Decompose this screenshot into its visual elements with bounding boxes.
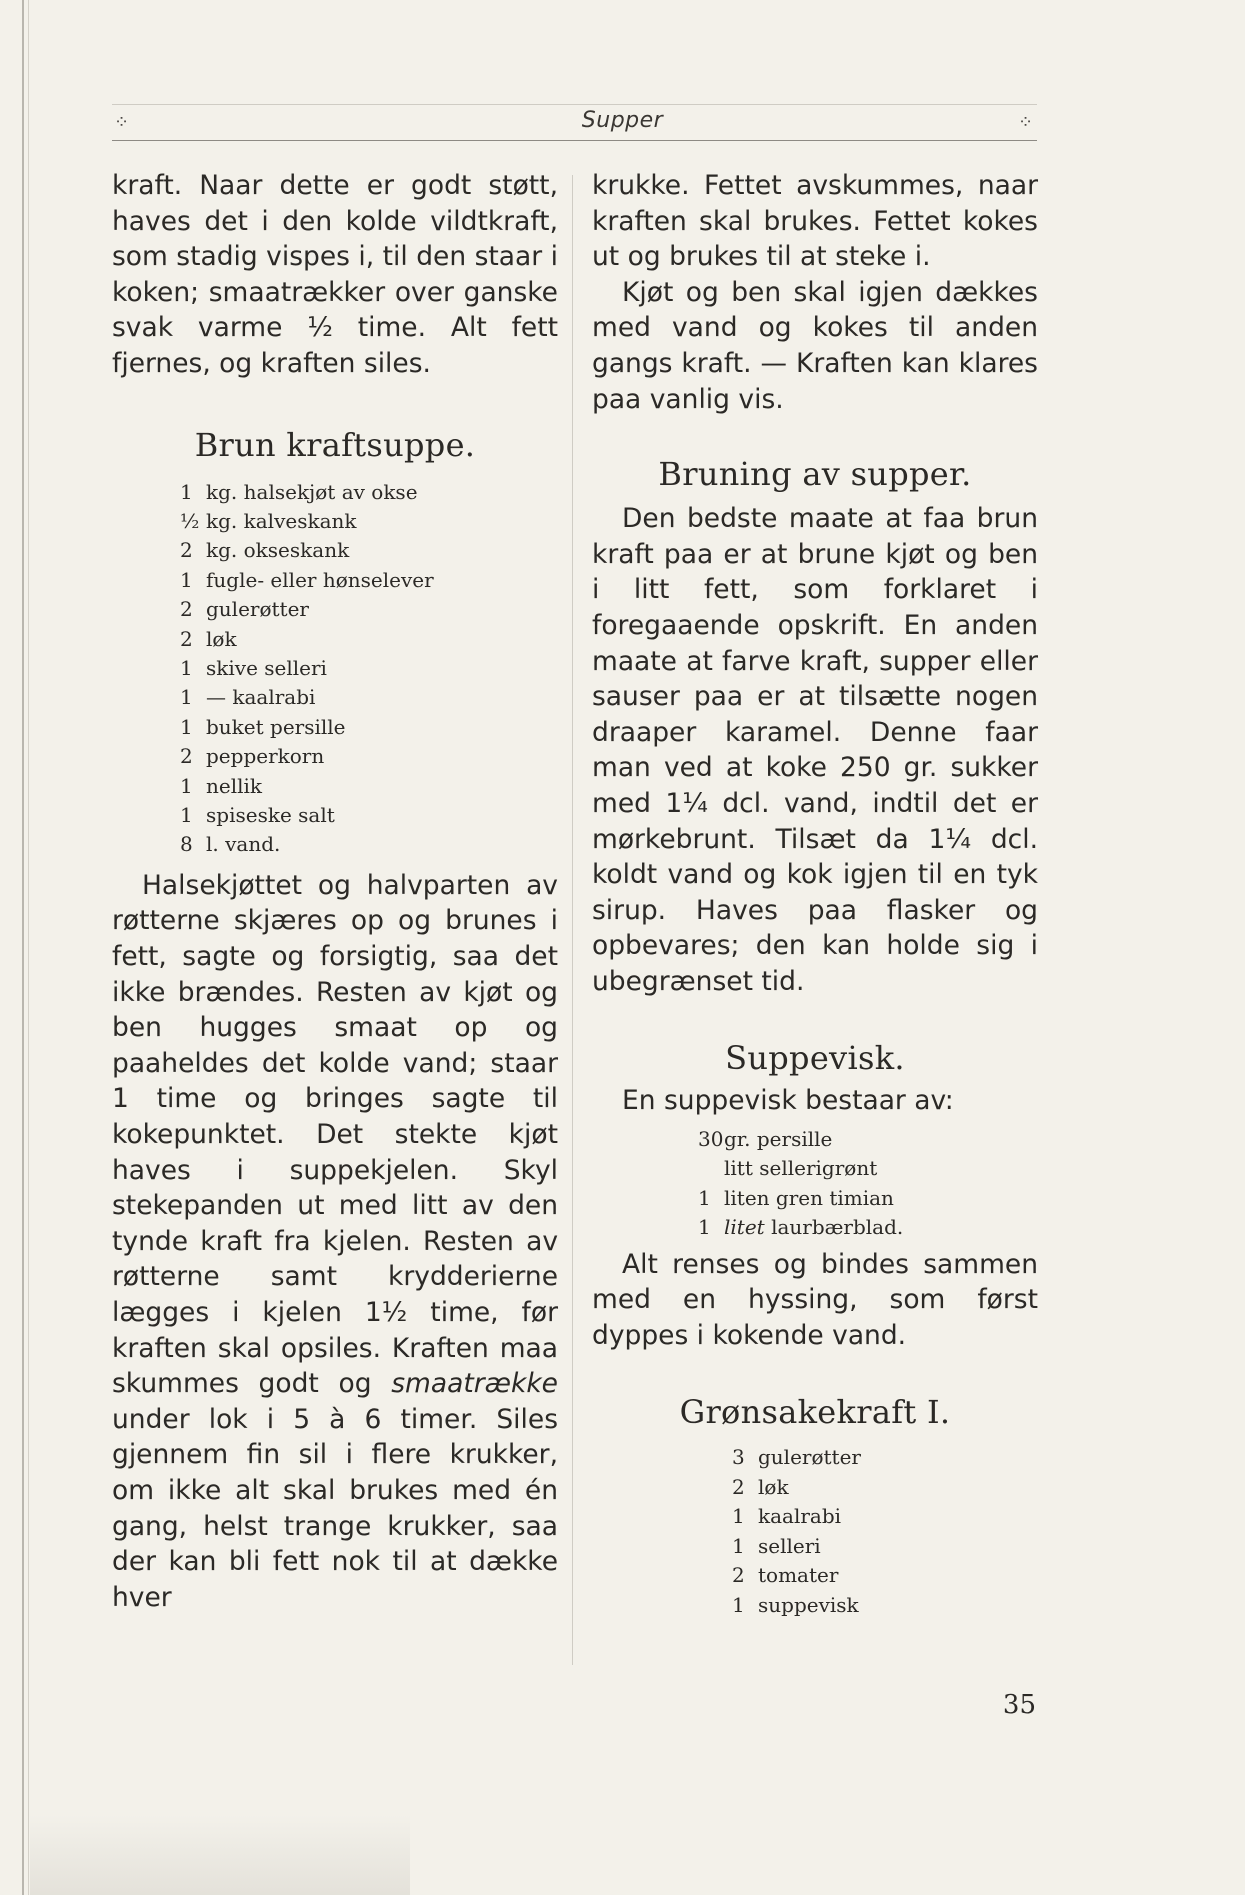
ingredient-item [180, 625, 558, 654]
ingredient-item [180, 536, 558, 565]
bruning-paragraph: Den bedste maate at faa brun kraft paa er at brune kjøt og ben i litt fett, som forklaret i foregaaende opskrift. En anden maate at farve kraft, supper eller sauser paa er at tilsætte nogen draaper karamel. Denne faar man ved at koke 250 gr. sukker med 1¼ dcl. vand, indtil det er mørkebrunt. Tilsæt da 1¼ dcl. koldt vand og kok igjen til en tyk sirup. Haves paa flasker og opbevares; den kan holde sig i ubegrænset tid. [592, 503, 1038, 997]
ingredient-item [698, 1213, 1038, 1242]
brun-method-paragraph [112, 868, 558, 1615]
ingredient-quantity: 2 [732, 1474, 745, 1499]
column-divider [572, 175, 573, 1665]
ingredient-name: liten gren timian [724, 1185, 894, 1210]
ingredient-list-gronsak [732, 1443, 1038, 1619]
ingredient-quantity: 1 [180, 656, 193, 680]
ingredient-name: l. vand. [206, 832, 281, 857]
ingredient-item [732, 1443, 1038, 1472]
recipe-title-brun-kraftsuppe: Brun kraftsuppe. [194, 425, 476, 464]
ingredient-quantity: 2 [180, 744, 193, 769]
suppevisk-paragraph: Alt renses og bindes sammen med en hyssing, som først dyppes i kokende vand. [592, 1248, 1038, 1351]
scan-shadow [30, 1815, 410, 1895]
brun-method-text-end: under lok i 5 à 6 timer. Siles gjennem fin sil i flere krukker, om ikke alt skal brukes med én gang, helst trange krukker, saa der kan bli fett nok til at dække hver [112, 1403, 558, 1613]
ingredient-quantity: 8 [180, 832, 193, 857]
ingredient-quantity: 1 [180, 685, 193, 710]
ingredient-quantity: 1 [180, 714, 193, 739]
page-number: 35 [1002, 1690, 1036, 1720]
ingredient-name: skive selleri [206, 656, 327, 680]
ingredient-name: pepperkorn [206, 744, 325, 769]
ingredient-name: gulerøtter [758, 1445, 861, 1470]
ingredient-item [180, 595, 558, 624]
running-head: Supper [581, 108, 664, 133]
ingredient-name: løk [758, 1474, 789, 1499]
ingredient-item [180, 742, 558, 771]
ingredient-name: spiseske salt [206, 803, 335, 828]
ingredient-name: suppevisk [758, 1592, 859, 1617]
right-column [592, 168, 1038, 1620]
ingredient-quantity: 1 [732, 1504, 745, 1529]
ingredient-quantity: 3 [732, 1445, 745, 1470]
ingredient-name: gulerøtter [206, 597, 309, 622]
left-column [112, 168, 558, 1615]
ingredient-quantity: 2 [180, 597, 193, 622]
continuation-paragraph-2: Kjøt og ben skal igjen dækkes med vand og kokes til anden gangs kraft. — Kraften kan klares paa vanlig vis. [592, 276, 1038, 415]
ingredient-item [698, 1184, 1038, 1213]
ingredient-quantity: 2 [180, 626, 193, 651]
ingredient-item [698, 1125, 1038, 1154]
suppevisk-intro: En suppevisk bestaar av: [622, 1085, 954, 1117]
ingredient-quantity: 1 [732, 1533, 745, 1558]
ingredient-name: laurbærblad. [771, 1215, 904, 1240]
section-title-bruning: Bruning av supper. [658, 455, 972, 494]
ingredient-name: nellik [206, 773, 263, 798]
ingredient-quantity: 1 [180, 479, 193, 504]
ingredient-item [732, 1561, 1038, 1590]
page-edge-line-secondary [28, 0, 29, 1895]
ingredient-item [180, 801, 558, 830]
page-edge-line [22, 0, 24, 1895]
ornament-right-icon: ⁘ [1018, 112, 1034, 133]
ingredient-item [732, 1502, 1038, 1531]
ingredient-name: litt sellerigrønt [724, 1156, 878, 1181]
ingredient-item [180, 654, 558, 683]
ingredient-name: selleri [758, 1533, 821, 1558]
ingredient-quantity: 2 [180, 538, 193, 563]
ingredient-list-brun [180, 478, 558, 860]
ingredient-quantity: 1 [180, 773, 193, 798]
brun-method-emphasis: smaatrække [391, 1368, 558, 1400]
ingredient-item [732, 1473, 1038, 1502]
ingredient-name: buket persille [206, 714, 346, 739]
recipe-title-suppevisk: Suppevisk. [725, 1039, 905, 1078]
recipe-title-gronsakekraft: Grønsakekraft I. [679, 1393, 951, 1432]
ingredient-quantity: ½ [180, 508, 200, 533]
ingredient-quantity: 30 [698, 1127, 724, 1152]
ingredient-quantity: 1 [698, 1185, 711, 1210]
ingredient-quantity: 1 [180, 567, 193, 592]
ingredient-name: kaalrabi [758, 1504, 842, 1529]
brun-method-text: Halsekjøttet og halvparten av røtterne skjæres op og brunes i fett, sagte og forsigtig, saa det ikke brændes. Resten av kjøt og ben hugges smaat op og paaheldes det kolde vand; staar 1 time og bringes sagte til kokepunktet. Det stekte kjøt haves i suppekjelen. Skyl stekepanden ut med litt av den tynde kraft fra kjelen. Resten av røtterne samt krydderierne lægges i kjelen 1½ time, før kraften skal opsiles. Kraften maa skummes godt og [112, 869, 558, 1400]
ingredient-list-suppevisk [698, 1125, 1038, 1243]
ingredient-name: tomater [758, 1563, 839, 1588]
ornament-left-icon: ⁘ [114, 112, 130, 133]
ingredient-quantity: 1 [732, 1592, 745, 1617]
ingredient-item [180, 507, 558, 536]
ingredient-quantity: 1 [698, 1215, 711, 1240]
ingredient-item [180, 772, 558, 801]
ingredient-emphasis: litet [724, 1215, 765, 1240]
ingredient-quantity: 2 [732, 1563, 745, 1588]
ingredient-item [732, 1532, 1038, 1561]
ingredient-quantity: 1 [180, 803, 193, 828]
continuation-paragraph-1: krukke. Fettet avskummes, naar kraften skal brukes. Fettet kokes ut og brukes til at steke i. [592, 170, 1038, 273]
ingredient-name: — kaalrabi [206, 685, 316, 710]
ingredient-name: fugle- eller hønselever [206, 567, 434, 592]
ingredient-item [180, 478, 558, 507]
ingredient-name: kg. halsekjøt av okse [206, 479, 418, 504]
ingredient-name: kg. kalveskank [206, 508, 357, 533]
ingredient-item [180, 566, 558, 595]
ingredient-item [180, 830, 558, 859]
ingredient-name: gr. persille [724, 1127, 833, 1152]
ingredient-item [732, 1591, 1038, 1620]
ingredient-item [180, 683, 558, 712]
ingredient-item [698, 1154, 1038, 1183]
intro-paragraph: kraft. Naar dette er godt støtt, haves det i den kolde vildtkraft, som stadig vispes i, til den staar i koken; smaatrækker over ganske svak varme ½ time. Alt fett fjernes, og kraften siles. [112, 170, 558, 379]
ingredient-name: kg. okseskank [206, 538, 350, 563]
ingredient-name: løk [206, 626, 237, 651]
ingredient-item [180, 713, 558, 742]
